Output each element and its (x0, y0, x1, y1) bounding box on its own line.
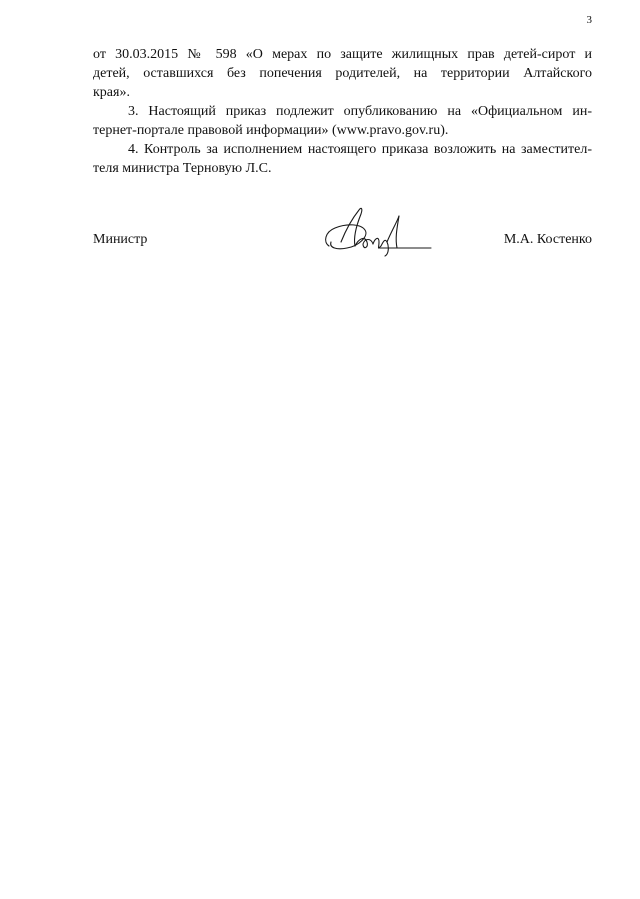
text-line: тернет-портале правовой информации» (www.pravo.gov.ru). (93, 123, 449, 138)
paragraph-continuation (93, 45, 592, 102)
paragraph-item-3 (93, 102, 592, 140)
text-line: детей, оставшихся без попечения родителей, на территории Алтайского (93, 66, 592, 81)
document-body (93, 45, 592, 178)
signature-block (93, 230, 592, 270)
text-line: 4. Контроль за исполнением настоящего приказа возложить на заместител- (128, 142, 592, 157)
text-line: края». (93, 85, 130, 100)
signatory-name: М.А. Костенко (503, 232, 592, 247)
text-line: 3. Настоящий приказ подлежит опубликованию на «Официальном ин- (128, 104, 592, 119)
signatory-title: Министр (93, 232, 148, 247)
page-number: 3 (586, 14, 592, 26)
text-line: от 30.03.2015 № 598 «О мерах по защите жилищных прав детей-сирот и (93, 47, 592, 62)
text-line: теля министра Терновую Л.С. (93, 161, 272, 176)
paragraph-item-4 (93, 140, 592, 178)
handwritten-signature (319, 202, 439, 262)
